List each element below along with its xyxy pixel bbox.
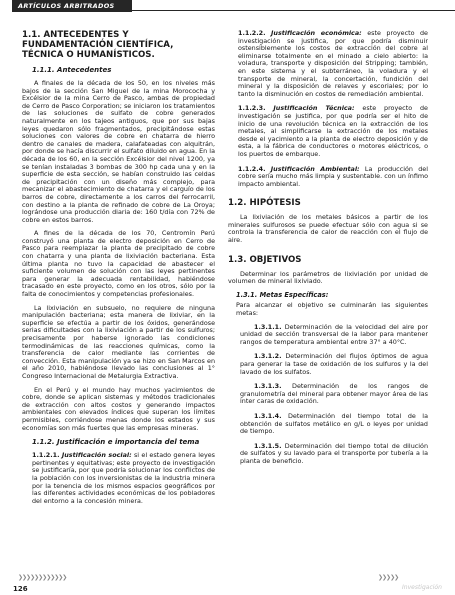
meta-number: 1.3.1.5.: [254, 441, 282, 450]
paragraph-hipotesis: La lixiviación de los metales básicos a partir de los minerales sulfurosos se puede efectuar sólo con agua si se controla la transferencia de calor de reacción con el flujo de aire.: [228, 213, 428, 245]
paragraph-metas: Para alcanzar el objetivo se culminarán las siguientes metas:: [236, 301, 428, 318]
meta-2: [240, 353, 428, 376]
meta-3: [240, 383, 428, 406]
meta-text: Determinación de la velocidad del aire por unidad de sección transversal de la labor para mantener rangos de temperatura ambiental entre 37° a 40°C.: [240, 322, 428, 346]
section-1-3-title: 1.3. OBJETIVOS: [228, 254, 302, 265]
meta-4: [240, 413, 428, 436]
paragraph-objetivos: Determinar los parámetros de lixiviación por unidad de volumen de mineral lixiviado.: [228, 269, 428, 286]
meta-number: 1.3.1.2.: [254, 352, 282, 361]
entry-label: Justificación social:: [61, 451, 132, 460]
footer-arrows-left: ❯❯❯❯❯❯❯❯❯❯❯❯: [18, 574, 67, 581]
entry-justificacion-social: [32, 452, 215, 505]
running-header: [0, 0, 455, 12]
subsection-1-1-2-title: 1.1.2. Justificación e importancia del tema: [32, 438, 200, 447]
entry-justificacion-economica: [238, 30, 428, 98]
paragraph-antecedentes-1: A finales de la década de los 50, en los niveles más bajos de la sección San Miguel de la mina Morococha y Excélsior de la mina Cerro de Pasco, ambas de propiedad de Cerro de Pasco Corporation; se iniciaron los tratamientos de las soluciones de sulfato de cobre generados naturalmente en los tajeos antiguos, que por sus bajas leyes quedaron sólo fragmentados, precipitándose estas soluciones con valores de cobre en chatarra de hierro dentro de canales de madera, calafateadas con alquitrán, por donde se hacía discurrir el sulfato diluido en agua. En la década de los 60, en la sección Excélsior del nivel 1200, ya se tenían instaladas 3 bombas de 300 hp cada una y en la superficie de esta sección, se habían construido las celdas de precipitación con un diseño más complejo, para mecanizar el abastecimiento de chatarra y el carguío de los barros de cobre, directamente a los carros del ferrocarril, con destino a la planta de refinado de cobre de La Oroya; lográndose una producción diaria de: 160 t/día con 72% de cobre en estos barros.: [22, 79, 215, 224]
page-number: 126: [13, 585, 28, 593]
subsection-1-3-1-title: 1.3.1. Metas Específicas:: [236, 290, 329, 299]
meta-text: Determinación de los rangos de granulometría del mineral para obtener mayor área de las inter caras de oxidación.: [240, 382, 428, 406]
entry-text: este proyecto de investigación se justifica, por que podría disminuir ostensiblemente los costos de extracción del cobre al eliminarse totalmente en el minado a cielo abierto: la voladura, transporte y disposición del Stripping; también, en este sistema y el subterráneo, la voladura y el transporte de mineral, la concertación, fundición del mineral y la disposición de relaves y escoriales; por lo tanto la disminución en costos de remediación ambiental.: [238, 29, 428, 98]
section-1-2-title: 1.2. HIPÓTESIS: [228, 198, 301, 209]
meta-1: [240, 324, 428, 347]
entry-justificacion-tecnica: [238, 105, 428, 158]
subsection-1-1-1-title: 1.1.1. Antecedentes: [32, 66, 112, 74]
entry-text: este proyecto de investigación se justifica, por que podría ser el hito de inicio de una revolución técnica en la extracción de los metales, al simplificarse la extracción de los metales desde el yacimiento a la planta de electro deposición y de esta, a la fábrica de conductores o motores eléctricos, o los puertos de embarque.: [238, 104, 428, 158]
entry-label: Justificación Ambiental:: [270, 164, 360, 173]
journal-watermark: Investigación: [402, 584, 442, 591]
section-1-1-title: 1.1. ANTECEDENTES Y FUNDAMENTACIÓN CIENTÍFICA, TÉCNICA O HUMANÍSTICOS.: [22, 30, 174, 60]
right-column: [228, 30, 428, 473]
left-column: [22, 30, 215, 512]
entry-number: 1.1.2.3.: [238, 104, 266, 113]
entry-text: La producción del cobre sería mucho más limpia y sustentable. con un ínfimo impacto ambiental.: [238, 164, 428, 188]
meta-text: Determinación del tiempo total de dilución de sulfatos y su lavado para el transporte por tubería a la planta de beneficio.: [240, 441, 428, 465]
paragraph-antecedentes-3: La lixiviación en subsuelo, no requiere de ninguna manipulación bacteriana; esta manera de lixiviar, en la superficie se efectúa a partir de los óxidos, generándose serias dificultades con la lixiviación a partir de los sulfuros; precisamente por haberse ignorado las condiciones termodinámicas de las reacciones químicas, como la transferencia de calor mediante las corrientes de convección. Esta manipulación ya se hizo en San Marcos en el año 2010, habiéndose llevado las conclusiones al 1° Congreso Internacional de Metalurgia Extractiva.: [22, 303, 215, 380]
paragraph-antecedentes-4: En el Perú y el mundo hay muchos yacimientos de cobre, donde se aplican sistemas y métodos tradicionales de extracción con altos costos y generando impactos ambientales con elevados índices que superan los límites permisibles, corriéndose menas donde los estados y sus economías son más fuertes que las empresas mineras.: [22, 385, 215, 432]
meta-number: 1.3.1.4.: [254, 411, 282, 420]
entry-text: si el estado genera leyes pertinentes y equitativas; este proyecto de investigación se justificaría, por que podría solucionar los conflictos de la población con los inversionistas de la industria minera por la tenencia de los mismos espacios geográficos por las diferentes actividades económicas de los pobladores del entorno a la concesión minera.: [32, 451, 215, 505]
meta-text: Determinación del flujos óptimos de agua para generar la tase de oxidación de los sulfuros y la del lavado de los sulfatos.: [240, 352, 428, 376]
footer-arrows-right: ❯❯❯❯❯: [378, 574, 399, 581]
meta-number: 1.3.1.1.: [254, 322, 282, 331]
header-rule: [132, 10, 455, 11]
entry-number: 1.1.2.2.: [238, 29, 266, 37]
entry-label: Justificación Técnica:: [273, 104, 355, 113]
meta-text: Determinación del tiempo total de la obtención de sulfatos metálico en g/L o leyes por unidad de tiempo.: [240, 411, 428, 436]
entry-justificacion-ambiental: [238, 166, 428, 189]
meta-5: [240, 443, 428, 466]
entry-number: 1.1.2.1.: [32, 451, 60, 460]
section-tab: ARTÍCULOS ARBITRADOS: [12, 0, 132, 12]
paragraph-antecedentes-2: A fines de la década de los 70, Centromín Perú construyó una planta de electro deposición en Cerro de Pasco para reemplazar la planta de precipitado de cobre con chatarra y una planta de lixiviación bacteriana. Esta última planta no tuvo la capacidad de abastecer el suficiente volumen de solución con las leyes pertinentes para generar la adecuada rentabilidad, habiéndose tracasado en este proyecto, como en los otros, sólo por la falta de conocimientos y competencias profesionales.: [22, 229, 215, 299]
entry-number: 1.1.2.4.: [238, 164, 266, 173]
meta-number: 1.3.1.3.: [254, 382, 282, 391]
entry-label: Justificación económica:: [271, 29, 362, 37]
